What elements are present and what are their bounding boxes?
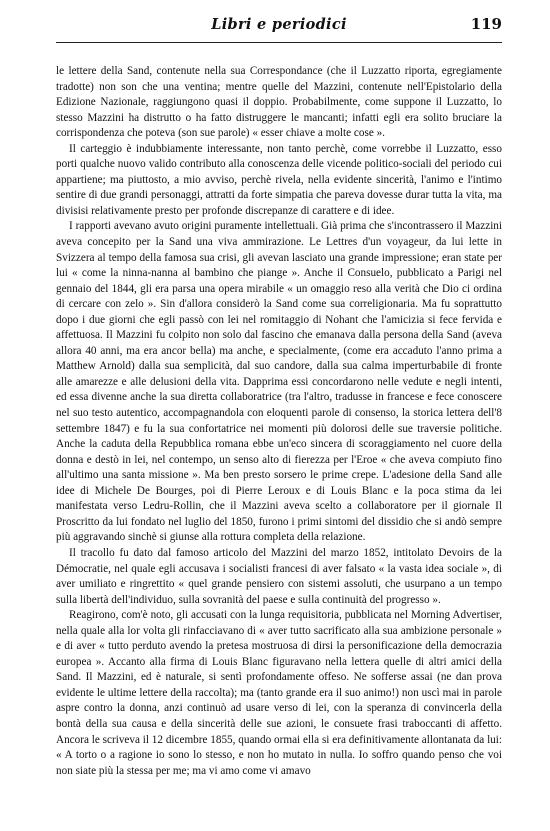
paragraph: Il tracollo fu dato dal famoso articolo del Mazzini del marzo 1852, intitolato Devoirs de la Démocratie, nel quale egli accusava i socialisti francesi di aver falsato « la vasta idea sociale », di aver umiliato e ringrettito « quel grande pensiero con sistemi assoluti, che usurpano a un tempo sulla libertà dell'individuo, sulla sovranità del paese e sulla continuità del progresso ». [56,546,502,606]
running-head-title: Libri e periodici [211,16,347,33]
paragraph: Il carteggio è indubbiamente interessante, non tanto perchè, come vorrebbe il Luzzatto, esso porti qualche nuovo valido contributo alla conoscenza delle vicende politico-sociali del periodo cui appartiene; ma piuttosto, a mio avviso, perchè rivela, nella evidente sincerità, l'animo e l'intimo sentire di due grandi personaggi, attratti da forte simpatia che pareva dovesse durar tutta la vita, ma divisisi relativamente presto per profonde discrepanze di carattere e di idee. [56,142,502,217]
paragraph: Reagirono, com'è noto, gli accusati con la lunga requisitoria, pubblicata nel Morning Advertiser, nella quale alla lor volta gli rinfacciavano di « aver tutto sacrificato alla sua ambizione personale » e di aver « tutto perduto avendo la pretesa mostruosa di dirsi la personificazione della democrazia europea ». Accanto alla firma di Louis Blanc figuravano nella lettera quelle di altri amici della Sand. Il Mazzini, ed è naturale, si sentì profondamente offeso. Ne sofferse assai (ne dan prova evidente le ultime lettere della raccolta); ma (tanto grande era il suo animo!) non uscì mai in parole aspre contro la donna, anzi continuò ad usare verso di lei, con la speranza di convincerla della bontà della sua causa e della sincerità delle sue azioni, le consuete frasi traboccanti di affetto. Ancora le scriveva il 12 dicembre 1855, quando ormai ella si era definitivamente allontanata da lui: « A torto o a ragione io sono lo stesso, e non ho mutato in nulla. Io soffro quando penso che voi non siate più la stessa per me; ma vi amo come vi amavo [56,609,502,777]
running-head [56,16,502,40]
paragraph: I rapporti avevano avuto origini puramente intellettuali. Già prima che s'incontrassero il Mazzini aveva concepito per la Sand una viva ammirazione. Le Lettres d'un voyageur, da lui lette in Svizzera al tempo della famosa sua crisi, gli avevan lasciato una grande impressione; eran state per lui « come la ninna-nanna al bambino che piange ». Anche il Consuelo, pubblicato a Parigi nel gennaio del 1844, gli era parsa una opera mirabile « un omaggio reso alla verità che Dio ci ordina di cercare con zelo ». Sin d'allora considerò la Sand come sua correligionaria. Ma fu soprattutto dopo i due giorni che egli passò con lei nel romitaggio di Nohant che l'amicizia si fece fervida e affettuosa. Il Mazzini fu colpito non solo dal fascino che emanava dalla persona della Sand (aveva allora 40 anni, ma era ancor bella) ma anche, e specialmente, (come era accaduto l'anno prima a Matthew Arnold) dalla sua semplicità, dal suo candore, dalla sua calma imperturbabile di fronte alle amarezze e alle delusioni della vita. Dapprima essi concordarono nelle vedute e negli intenti, ed essa divenne anche la sua diretta collaboratrice (tra l'altro, tradusse in francese e fece conoscere nel suo testo autentico, accompagnandola con eloquenti parole di consenso, la storica lettera dell'8 settembre 1847) e fu la sua confortatrice nei momenti più dolorosi delle sue traversie politiche. Anche la caduta della Repubblica romana ebbe un'eco sincera di scoraggiamento nel cuore della donna e destò in lei, nel contempo, un senso alto di fierezza per l'Eroe « che aveva compiuto fino all'ultimo una santa missione ». Ma ben presto sorsero le prime crepe. L'adesione della Sand alle idee di Michele De Bourges, poi di Pierre Leroux e di Louis Blanc e la poca stima da lei manifestata verso Ledru-Rollin, che il Mazzini aveva scelto a collaboratore per il giornale Il Proscritto da lui fondato nel luglio del 1850, furono i primi sintomi del dissidio che si andò sempre più aggravando sinchè si giunse alla rottura completa della relazione. [56,220,502,544]
page-number: 119 [470,15,502,33]
body-text [56,64,502,779]
paragraph: le lettere della Sand, contenute nella sua Correspondance (che il Luzzatto riporta, egregiamente tradotte) non son che una ventina; mentre quelle del Mazzini, contenute nell'Epistolario della Edizione Nazionale, raggiungono quasi il doppio. Probabilmente, come suppone il Luzzatto, lo stesso Mazzini ha distrutto o ha fatto distruggere le mancanti; infatti egli era solito bruciare la corrispondenza che poteva (son sue parole) « esser chiave a molte cose ». [56,65,502,140]
header-rule [56,42,502,43]
